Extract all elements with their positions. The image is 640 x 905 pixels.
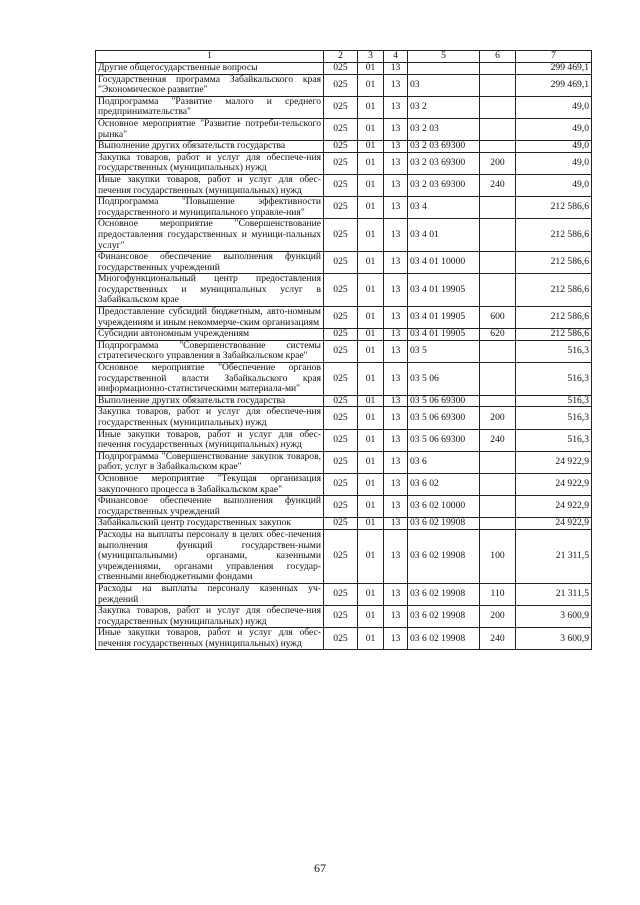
row-section-code: 01	[358, 451, 384, 473]
row-ministry-code: 025	[324, 518, 358, 530]
row-name: Подпрограмма "Совершенствование закупок товаров, работ, услуг в Забайкальском крае"	[96, 451, 324, 473]
row-ministry-code: 025	[324, 340, 358, 362]
row-section-code: 01	[358, 340, 384, 362]
row-target-article: 03 4 01 10000	[408, 252, 480, 274]
table-row	[96, 152, 592, 174]
row-subsection-code: 13	[384, 518, 408, 530]
header-col-1: 1	[96, 51, 324, 63]
row-amount: 299 469,1	[516, 63, 592, 75]
row-target-article: 03 4 01	[408, 219, 480, 252]
row-ministry-code: 025	[324, 141, 358, 153]
row-target-article: 03 2 03 69300	[408, 174, 480, 196]
row-name: Забайкальский центр государственных закупок	[96, 518, 324, 530]
row-amount: 516,3	[516, 340, 592, 362]
row-target-article: 03 5 06 69300	[408, 429, 480, 451]
row-amount: 212 586,6	[516, 274, 592, 307]
row-ministry-code: 025	[324, 529, 358, 583]
row-name: Иные закупки товаров, работ и услуг для обес-печения государственных (муниципальных) нужд	[96, 174, 324, 196]
row-section-code: 01	[358, 219, 384, 252]
table-header	[96, 51, 592, 63]
row-target-article: 03 6	[408, 451, 480, 473]
table-row	[96, 219, 592, 252]
row-ministry-code: 025	[324, 274, 358, 307]
row-section-code: 01	[358, 473, 384, 495]
row-amount: 516,3	[516, 429, 592, 451]
table-row	[96, 363, 592, 396]
row-subsection-code: 13	[384, 118, 408, 140]
row-expense-type	[480, 63, 516, 75]
row-ministry-code: 025	[324, 473, 358, 495]
table-row	[96, 252, 592, 274]
row-amount: 212 586,6	[516, 329, 592, 341]
table-row	[96, 329, 592, 341]
row-expense-type: 110	[480, 583, 516, 605]
table-row	[96, 606, 592, 628]
header-col-2: 2	[324, 51, 358, 63]
row-amount: 49,0	[516, 174, 592, 196]
row-section-code: 01	[358, 307, 384, 329]
header-col-5: 5	[408, 51, 480, 63]
budget-table	[95, 50, 592, 650]
row-amount: 21 311,5	[516, 529, 592, 583]
row-subsection-code: 13	[384, 473, 408, 495]
row-amount: 49,0	[516, 152, 592, 174]
row-section-code: 01	[358, 407, 384, 429]
row-subsection-code: 13	[384, 252, 408, 274]
row-subsection-code: 13	[384, 529, 408, 583]
row-section-code: 01	[358, 395, 384, 407]
row-section-code: 01	[358, 74, 384, 96]
table-row	[96, 473, 592, 495]
row-section-code: 01	[358, 518, 384, 530]
row-subsection-code: 13	[384, 606, 408, 628]
row-ministry-code: 025	[324, 63, 358, 75]
row-ministry-code: 025	[324, 451, 358, 473]
table-row	[96, 340, 592, 362]
row-expense-type: 200	[480, 152, 516, 174]
row-expense-type: 200	[480, 407, 516, 429]
row-subsection-code: 13	[384, 329, 408, 341]
row-amount: 212 586,6	[516, 219, 592, 252]
row-subsection-code: 13	[384, 96, 408, 118]
row-name: Выполнение других обязательств государства	[96, 141, 324, 153]
row-amount: 3 600,9	[516, 628, 592, 650]
row-expense-type	[480, 340, 516, 362]
row-amount: 24 922,9	[516, 473, 592, 495]
row-amount: 212 586,6	[516, 252, 592, 274]
row-ministry-code: 025	[324, 74, 358, 96]
row-subsection-code: 13	[384, 197, 408, 219]
row-name: Подпрограмма "Совершенствование системы стратегического управления в Забайкальском крае"	[96, 340, 324, 362]
row-target-article: 03 6 02 19908	[408, 529, 480, 583]
row-amount: 3 600,9	[516, 606, 592, 628]
row-expense-type	[480, 451, 516, 473]
table-row	[96, 451, 592, 473]
row-target-article: 03 4 01 19905	[408, 274, 480, 307]
row-ministry-code: 025	[324, 429, 358, 451]
table-row	[96, 583, 592, 605]
row-expense-type	[480, 74, 516, 96]
row-amount: 24 922,9	[516, 518, 592, 530]
row-name: Расходы на выплаты персоналу в целях обес-печения выполнения функций государствен-ными (муниципальными) органами, казенными учреждениями, органами управления государ-ственными внебюджетными фондами	[96, 529, 324, 583]
row-expense-type	[480, 518, 516, 530]
row-name: Закупка товаров, работ и услуг для обеспече-ния государственных (муниципальных) нужд	[96, 606, 324, 628]
row-subsection-code: 13	[384, 628, 408, 650]
row-subsection-code: 13	[384, 74, 408, 96]
row-amount: 516,3	[516, 395, 592, 407]
row-ministry-code: 025	[324, 496, 358, 518]
row-expense-type: 240	[480, 628, 516, 650]
row-expense-type	[480, 219, 516, 252]
row-section-code: 01	[358, 529, 384, 583]
row-subsection-code: 13	[384, 407, 408, 429]
row-amount: 24 922,9	[516, 451, 592, 473]
row-amount: 21 311,5	[516, 583, 592, 605]
row-amount: 212 586,6	[516, 307, 592, 329]
row-subsection-code: 13	[384, 141, 408, 153]
row-target-article: 03 4 01 19905	[408, 329, 480, 341]
table-row	[96, 529, 592, 583]
page-number: 67	[314, 861, 326, 875]
row-amount: 49,0	[516, 141, 592, 153]
row-ministry-code: 025	[324, 219, 358, 252]
row-ministry-code: 025	[324, 197, 358, 219]
table-row	[96, 118, 592, 140]
row-section-code: 01	[358, 363, 384, 396]
row-subsection-code: 13	[384, 429, 408, 451]
row-section-code: 01	[358, 606, 384, 628]
row-target-article: 03 2 03 69300	[408, 152, 480, 174]
table-row	[96, 74, 592, 96]
table-row	[96, 307, 592, 329]
row-target-article: 03	[408, 74, 480, 96]
row-name: Подпрограмма "Развитие малого и среднего предпринимательства"	[96, 96, 324, 118]
row-target-article: 03 5 06 69300	[408, 407, 480, 429]
row-section-code: 01	[358, 63, 384, 75]
row-target-article: 03 5 06 69300	[408, 395, 480, 407]
row-ministry-code: 025	[324, 174, 358, 196]
row-amount: 299 469,1	[516, 74, 592, 96]
row-target-article: 03 6 02	[408, 473, 480, 495]
table-row	[96, 197, 592, 219]
table-row	[96, 96, 592, 118]
row-subsection-code: 13	[384, 63, 408, 75]
row-target-article: 03 6 02 19908	[408, 518, 480, 530]
row-name: Финансовое обеспечение выполнения функций государственных учреждений	[96, 496, 324, 518]
row-name: Многофункциональный центр предоставления государственных и муниципальных услуг в Забайкальском крае	[96, 274, 324, 307]
row-section-code: 01	[358, 583, 384, 605]
row-name: Государственная программа Забайкальского края "Экономическое развитие"	[96, 74, 324, 96]
row-section-code: 01	[358, 496, 384, 518]
row-amount: 516,3	[516, 407, 592, 429]
row-target-article: 03 5	[408, 340, 480, 362]
row-target-article: 03 6 02 19908	[408, 583, 480, 605]
row-subsection-code: 13	[384, 219, 408, 252]
row-amount: 516,3	[516, 363, 592, 396]
row-section-code: 01	[358, 429, 384, 451]
row-ministry-code: 025	[324, 628, 358, 650]
row-ministry-code: 025	[324, 152, 358, 174]
row-name: Расходы на выплаты персоналу казенных уч-реждений	[96, 583, 324, 605]
table-row	[96, 141, 592, 153]
row-subsection-code: 13	[384, 451, 408, 473]
row-target-article: 03 2	[408, 96, 480, 118]
row-target-article: 03 6 02 19908	[408, 606, 480, 628]
row-name: Закупка товаров, работ и услуг для обеспече-ния государственных (муниципальных) нужд	[96, 152, 324, 174]
header-col-4: 4	[384, 51, 408, 63]
table-row	[96, 395, 592, 407]
row-expense-type	[480, 252, 516, 274]
row-ministry-code: 025	[324, 329, 358, 341]
row-subsection-code: 13	[384, 274, 408, 307]
row-expense-type: 240	[480, 429, 516, 451]
table-row	[96, 628, 592, 650]
row-target-article	[408, 63, 480, 75]
row-section-code: 01	[358, 118, 384, 140]
row-ministry-code: 025	[324, 118, 358, 140]
row-name: Основное мероприятие "Текущая организация закупочного процесса в Забайкальском крае"	[96, 473, 324, 495]
row-section-code: 01	[358, 329, 384, 341]
row-ministry-code: 025	[324, 307, 358, 329]
row-name: Иные закупки товаров, работ и услуг для обес-печения государственных (муниципальных) нужд	[96, 628, 324, 650]
row-expense-type: 200	[480, 606, 516, 628]
header-col-3: 3	[358, 51, 384, 63]
row-name: Выполнение других обязательств государства	[96, 395, 324, 407]
row-ministry-code: 025	[324, 363, 358, 396]
row-section-code: 01	[358, 152, 384, 174]
row-ministry-code: 025	[324, 407, 358, 429]
table-row	[96, 429, 592, 451]
row-subsection-code: 13	[384, 395, 408, 407]
row-expense-type	[480, 141, 516, 153]
row-ministry-code: 025	[324, 96, 358, 118]
row-expense-type	[480, 118, 516, 140]
row-name: Финансовое обеспечение выполнения функций государственных учреждений	[96, 252, 324, 274]
row-target-article: 03 2 03	[408, 118, 480, 140]
header-row	[96, 51, 592, 63]
row-name: Субсидии автономным учреждениям	[96, 329, 324, 341]
row-name: Другие общегосударственные вопросы	[96, 63, 324, 75]
table-row	[96, 407, 592, 429]
table-row	[96, 63, 592, 75]
row-target-article: 03 4 01 19905	[408, 307, 480, 329]
row-name: Основное мероприятие "Обеспечение органов государственной власти Забайкальского края информационно-статистическими материала-ми"	[96, 363, 324, 396]
row-section-code: 01	[358, 252, 384, 274]
table-body	[96, 63, 592, 650]
row-name: Предоставление субсидий бюджетным, авто-номным учреждениям и иным некоммерче-ским организациям	[96, 307, 324, 329]
row-subsection-code: 13	[384, 496, 408, 518]
row-subsection-code: 13	[384, 363, 408, 396]
row-name: Закупка товаров, работ и услуг для обеспече-ния государственных (муниципальных) нужд	[96, 407, 324, 429]
row-expense-type: 600	[480, 307, 516, 329]
row-subsection-code: 13	[384, 340, 408, 362]
header-col-7: 7	[516, 51, 592, 63]
row-target-article: 03 6 02 10000	[408, 496, 480, 518]
table-row	[96, 174, 592, 196]
row-subsection-code: 13	[384, 583, 408, 605]
row-ministry-code: 025	[324, 252, 358, 274]
row-expense-type: 240	[480, 174, 516, 196]
row-section-code: 01	[358, 274, 384, 307]
row-name: Иные закупки товаров, работ и услуг для обес-печения государственных (муниципальных) нужд	[96, 429, 324, 451]
header-col-6: 6	[480, 51, 516, 63]
row-expense-type: 100	[480, 529, 516, 583]
row-name: Основное мероприятие "Совершенствование предоставления государственных и муници-пальных услуг"	[96, 219, 324, 252]
row-subsection-code: 13	[384, 307, 408, 329]
row-target-article: 03 2 03 69300	[408, 141, 480, 153]
row-expense-type	[480, 96, 516, 118]
row-expense-type	[480, 363, 516, 396]
row-expense-type	[480, 274, 516, 307]
row-subsection-code: 13	[384, 152, 408, 174]
row-expense-type	[480, 395, 516, 407]
row-target-article: 03 4	[408, 197, 480, 219]
table-row	[96, 274, 592, 307]
row-amount: 49,0	[516, 118, 592, 140]
row-section-code: 01	[358, 197, 384, 219]
table-row	[96, 518, 592, 530]
row-section-code: 01	[358, 96, 384, 118]
row-expense-type: 620	[480, 329, 516, 341]
row-target-article: 03 6 02 19908	[408, 628, 480, 650]
row-amount: 24 922,9	[516, 496, 592, 518]
row-section-code: 01	[358, 628, 384, 650]
row-expense-type	[480, 473, 516, 495]
row-amount: 49,0	[516, 96, 592, 118]
row-ministry-code: 025	[324, 606, 358, 628]
row-subsection-code: 13	[384, 174, 408, 196]
row-section-code: 01	[358, 174, 384, 196]
table-row	[96, 496, 592, 518]
row-amount: 212 586,6	[516, 197, 592, 219]
row-expense-type	[480, 197, 516, 219]
row-ministry-code: 025	[324, 395, 358, 407]
row-section-code: 01	[358, 141, 384, 153]
row-ministry-code: 025	[324, 583, 358, 605]
row-expense-type	[480, 496, 516, 518]
row-name: Основное мероприятие "Развитие потреби-тельского рынка"	[96, 118, 324, 140]
row-target-article: 03 5 06	[408, 363, 480, 396]
row-name: Подпрограмма "Повышение эффективности государственного и муниципального управле-ния"	[96, 197, 324, 219]
